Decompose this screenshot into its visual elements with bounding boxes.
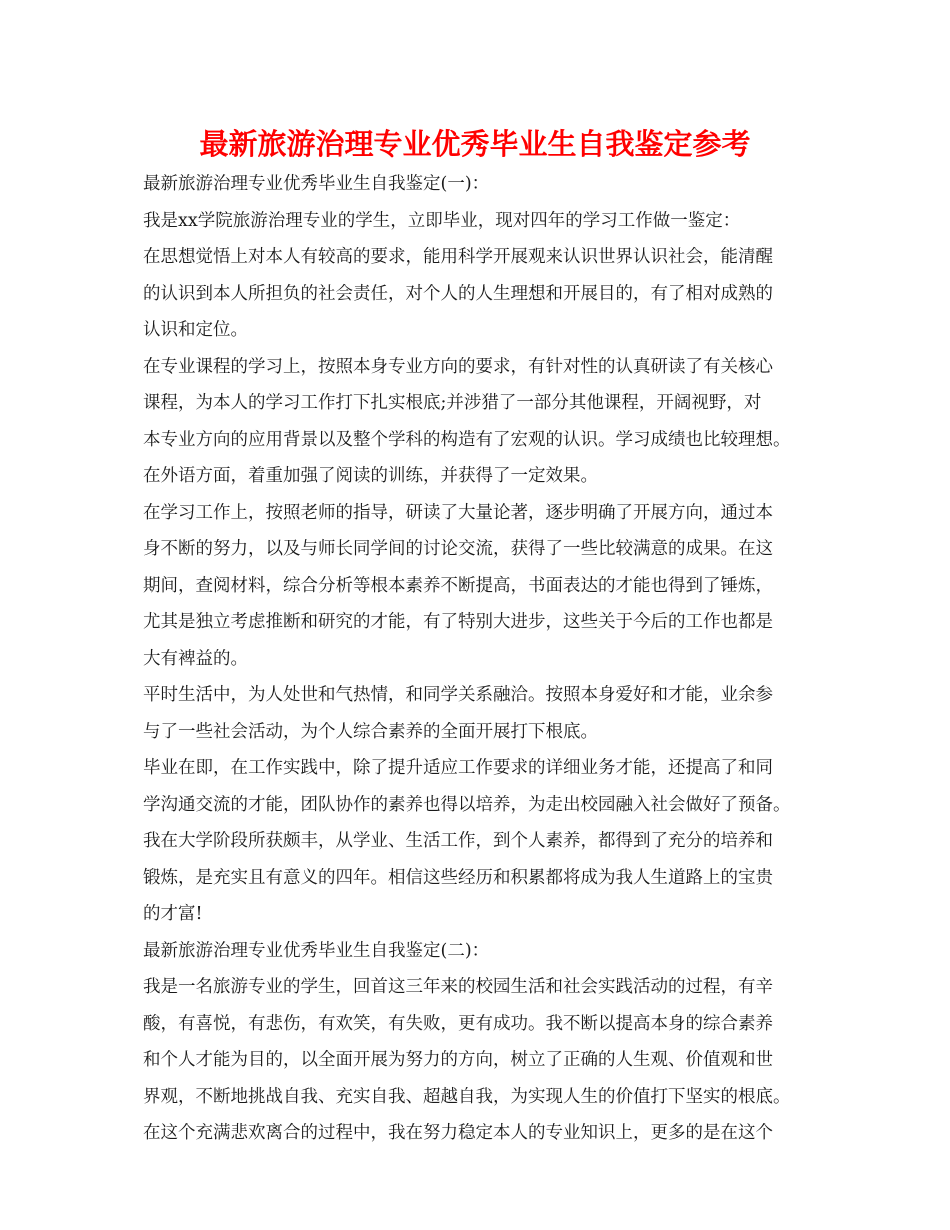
text-line: 课程，为本人的学习工作打下扎实根底;并涉猎了一部分其他课程，开阔视野，对: [143, 393, 762, 413]
text-line: 在学习工作上，按照老师的指导，研读了大量论著，逐步明确了开展方向，通过本: [143, 502, 773, 523]
text-line: 尤其是独立考虑推断和研究的才能，有了特别大进步，这些关于今后的工作也都是: [143, 612, 773, 632]
text-line: 在这个充满悲欢离合的过程中，我在努力稳定本人的专业知识上，更多的是在这个: [143, 1123, 773, 1143]
text-line: 认识和定位。: [143, 320, 248, 340]
text-line: 学沟通交流的才能，团队协作的素养也得以培养，为走出校园融入社会做好了预备。: [143, 794, 791, 815]
text-line: 锻炼，是充实且有意义的四年。相信这些经历和积累都将成为我人生道路上的宝贵: [143, 867, 773, 888]
text-line: 和个人才能为目的，以全面开展为努力的方向，树立了正确的人生观、价值观和世: [143, 1050, 773, 1070]
text-line: 身不断的努力，以及与师长同学间的讨论交流，获得了一些比较满意的成果。在这: [143, 539, 773, 559]
text-line: 我在大学阶段所获颇丰，从学业、生活工作，到个人素养，都得到了充分的培养和: [143, 831, 773, 851]
text-line: 最新旅游治理专业优秀毕业生自我鉴定(一)：: [143, 174, 490, 194]
text-line: 期间，查阅材料，综合分析等根本素养不断提高，书面表达的才能也得到了锤炼，: [143, 575, 773, 596]
text-line: 毕业在即，在工作实践中，除了提升适应工作要求的详细业务才能，还提高了和同: [143, 758, 773, 778]
text-line: 大有裨益的。: [143, 648, 248, 669]
text-line: 最新旅游治理专业优秀毕业生自我鉴定(二)：: [143, 940, 490, 961]
text-line: 的认识到本人所担负的社会责任，对个人的人生理想和开展目的，有了相对成熟的: [143, 283, 773, 304]
text-line: 我是一名旅游专业的学生，回首这三年来的校园生活和社会实践活动的过程，有辛: [143, 977, 773, 997]
text-line: 酸，有喜悦，有悲伤，有欢笑，有失败，更有成功。我不断以提高本身的综合素养: [143, 1013, 773, 1034]
text-line: 的才富!: [143, 904, 203, 924]
text-line: 在思想觉悟上对本人有较高的要求，能用科学开展观来认识世界认识社会，能清醒: [143, 247, 773, 267]
text-line: 平时生活中，为人处世和气热情，和同学关系融洽。按照本身爱好和才能，业余参: [143, 685, 773, 705]
text-line: 在专业课程的学习上，按照本身专业方向的要求，有针对性的认真研读了有关核心: [143, 356, 773, 377]
text-line: 我是xx学院旅游治理专业的学生，立即毕业，现对四年的学习工作做一鉴定：: [143, 210, 741, 231]
text-line: 与了一些社会活动，为个人综合素养的全面开展打下根底。: [143, 721, 598, 742]
document-body: [143, 166, 833, 1152]
document-title: 最新旅游治理专业优秀毕业生自我鉴定参考: [199, 127, 751, 161]
text-line: 在外语方面，着重加强了阅读的训练，并获得了一定效果。: [143, 466, 598, 486]
text-line: 本专业方向的应用背景以及整个学科的构造有了宏观的认识。学习成绩也比较理想。: [143, 429, 791, 450]
text-line: 界观，不断地挑战自我、充实自我、超越自我，为实现人生的价值打下坚实的根底。: [143, 1086, 791, 1107]
